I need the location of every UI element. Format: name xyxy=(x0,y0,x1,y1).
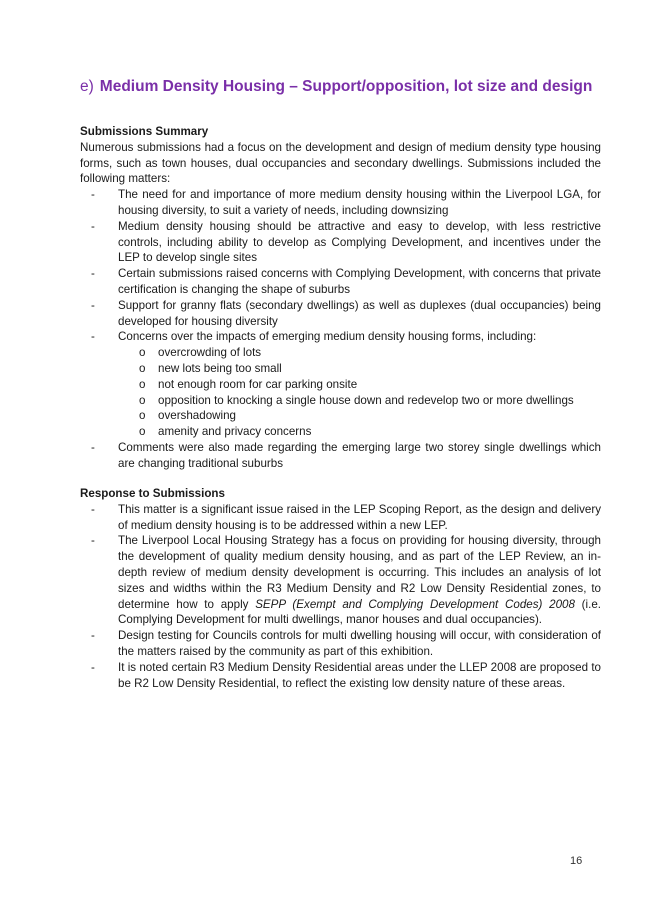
circle-bullet: o xyxy=(139,361,146,375)
page-number: 16 xyxy=(570,855,583,867)
submissions-summary-section xyxy=(80,124,601,472)
list-item-text: Design testing for Councils controls for multi dwelling housing will occur, with consideration of the matters raised by the community as part of this exhibition. xyxy=(118,629,601,658)
dash-bullet: - xyxy=(91,440,95,454)
concerns-sublist xyxy=(118,345,601,440)
circle-bullet: o xyxy=(139,425,146,439)
sublist-item xyxy=(118,345,601,361)
sublist-item-text: overcrowding of lots xyxy=(158,346,262,360)
sublist-item xyxy=(118,408,601,424)
circle-bullet: o xyxy=(139,346,146,360)
sublist-item xyxy=(118,424,601,440)
sepp-reference: SEPP (Exempt and Complying Development Codes) 2008 xyxy=(255,597,575,611)
section-heading xyxy=(80,78,640,96)
list-item-text: Concerns over the impacts of emerging medium density housing forms, including: xyxy=(118,330,537,344)
dash-bullet: - xyxy=(91,660,95,674)
sublist-item-text: overshadowing xyxy=(158,409,236,423)
sublist-item xyxy=(118,377,601,393)
response-list xyxy=(80,502,601,692)
list-item-text: Comments were also made regarding the emerging large two storey single dwellings which are changing traditional suburbs xyxy=(118,440,601,470)
heading-title: Medium Density Housing – Support/opposition, lot size and design xyxy=(99,78,593,95)
list-item xyxy=(80,187,601,219)
sublist-item-text: amenity and privacy concerns xyxy=(158,425,312,439)
submissions-summary-title: Submissions Summary xyxy=(80,125,209,138)
dash-bullet: - xyxy=(91,502,95,516)
strategy-text-after: (i.e. Complying Development for multi dwellings, manor houses and dual occupancies). xyxy=(118,597,601,627)
list-item-text: Support for granny flats (secondary dwellings) as well as duplexes (dual occupancies) being developed for housing diversity xyxy=(118,298,601,328)
list-item xyxy=(80,628,601,660)
list-item xyxy=(80,502,601,534)
dash-bullet: - xyxy=(91,267,95,281)
dash-bullet: - xyxy=(91,330,95,344)
dash-bullet: - xyxy=(91,219,95,233)
circle-bullet: o xyxy=(139,377,146,391)
sublist-item-text: opposition to knocking a single house down and redevelop two or more dwellings xyxy=(158,393,574,407)
list-item xyxy=(80,219,601,266)
sublist-item-text: not enough room for car parking onsite xyxy=(158,377,358,391)
heading-prefix: e) xyxy=(80,78,94,95)
list-item xyxy=(80,533,601,628)
sublist-item-text: new lots being too small xyxy=(158,361,282,375)
list-item-text: The need for and importance of more medium density housing within the Liverpool LGA, for housing diversity, to suit a variety of needs, including downsizing xyxy=(118,188,601,217)
list-item-text: It is noted certain R3 Medium Density Residential areas under the LLEP 2008 are proposed to be R2 Low Density Residential, to reflect the existing low density nature of these areas. xyxy=(118,660,601,690)
strategy-text-before: The Liverpool Local Housing Strategy has a focus on providing for housing diversity, through the development of quality medium density housing, and as part of the LEP Review, an in-depth review of medium density development is occurring. This includes an analysis of lot sizes and widths within the R3 Medium Density and R2 Low Density Residential zones, to determine how to apply xyxy=(118,534,601,611)
circle-bullet: o xyxy=(139,409,146,423)
dash-bullet: - xyxy=(91,534,95,548)
summary-list xyxy=(80,187,601,471)
response-title: Response to Submissions xyxy=(80,487,225,500)
dash-bullet: - xyxy=(91,298,95,312)
dash-bullet: - xyxy=(91,629,95,643)
list-item xyxy=(80,660,601,692)
list-item xyxy=(80,329,601,440)
list-item-text: Medium density housing should be attractive and easy to develop, with less restrictive controls, including ability to develop as Complying Development, and incentives under the LEP to develop single sites xyxy=(118,219,601,265)
list-item-text xyxy=(118,534,601,626)
list-item xyxy=(80,298,601,330)
list-item-text: This matter is a significant issue raised in the LEP Scoping Report, as the design and delivery of medium density housing is to be addressed within a new LEP. xyxy=(118,502,601,532)
list-item xyxy=(80,440,601,472)
sublist-item xyxy=(118,393,601,409)
sublist-item xyxy=(118,361,601,377)
dash-bullet: - xyxy=(91,188,95,202)
list-item xyxy=(80,266,601,298)
response-section xyxy=(80,486,601,691)
list-item-text: Certain submissions raised concerns with Complying Development, with concerns that private certification is changing the shape of suburbs xyxy=(118,267,601,296)
circle-bullet: o xyxy=(139,393,146,407)
summary-intro: Numerous submissions had a focus on the development and design of medium density type housing forms, such as town houses, dual occupancies and secondary dwellings. Submissions included the following matters: xyxy=(80,140,601,186)
